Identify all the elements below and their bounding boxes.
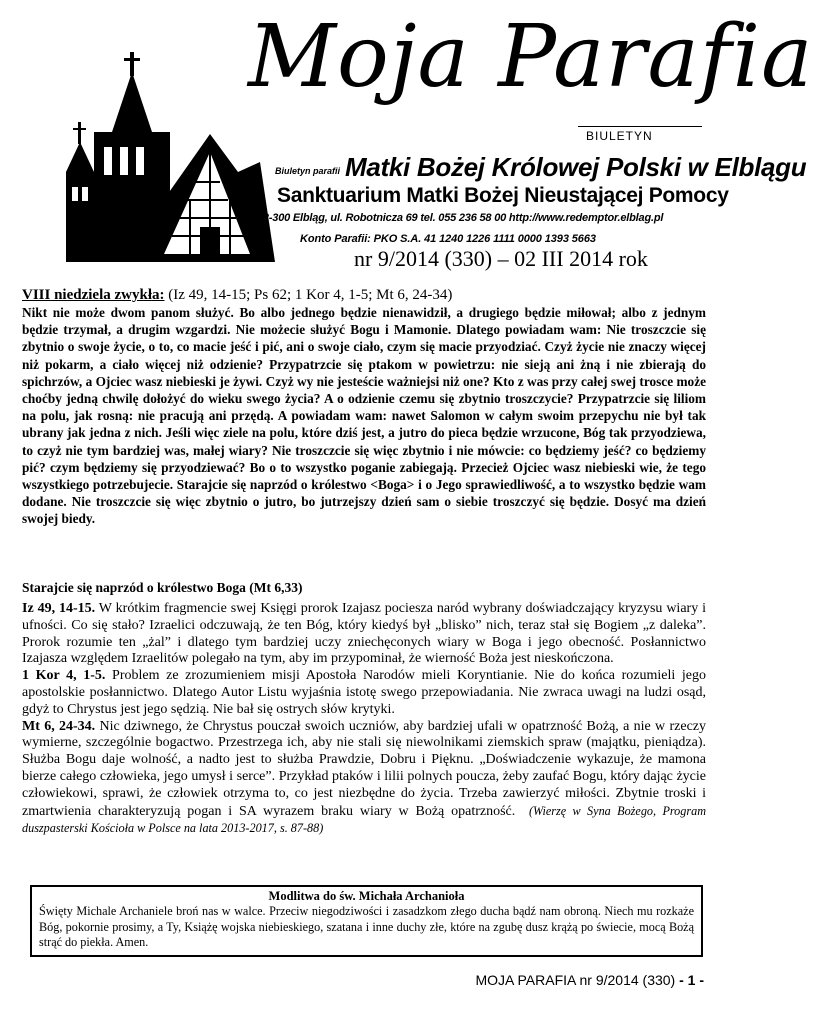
reflection-paragraph [22,601,706,668]
prayer-text: Święty Michale Archaniele broń nas w walce. Przeciw niegodziwości i zasadzkom złego ducha bądź nam obroną. Niech mu rozkaże Bóg, pokornie prosimy, a Ty, Książę wojska niebieskiego, szatana i inne duchy złe, które na zgubę dusz krążą po świecie, mocą Bożą strąć do piekła. Amen. [39,904,694,949]
footer-label: MOJA PARAFIA nr 9/2014 (330) [475,972,676,988]
parish-address: 82-300 Elbląg, ul. Robotnicza 69 tel. 055 236 58 00 http://www.redemptor.elblag.pl [257,212,664,224]
reflection-paragraph [22,668,706,718]
gospel-text: Nikt nie może dwom panom służyć. Bo albo jednego będzie nienawidził, a drugiego będzie miłował; albo z jednym będzie trzymał, a drugim wzgardzi. Nie możecie służyć Bogu i Mamonie. Dlatego powiadam wam: Nie troszczcie się zbytnio o swoje życie, o to, co macie jeść i pić, ani o swoje ciało, czym się macie przyodziać. Czyż życie nie znaczy więcej niż pokarm, a ciało więcej niż odzienie? Przypatrzcie się ptakom w powietrzu: nie sieją ani żną i nie zbierają do spichrzów, a Ojciec wasz niebieski je żywi. Czyż wy nie jesteście ważniejsi niż one? Kto z was przy całej swej trosce może choćby jedną chwilę dołożyć do wieku swego życia? A o odzienie czemu się zbytnio troszczycie? Przypatrzcie się liliom na polu, jak rosną: nie pracują ani przędą. A powiadam wam: nawet Salomon w całym swoim przepychu nie był tak ubrany jak jedna z nich. Jeśli więc ziele na polu, które dziś jest, a jutro do pieca będzie wrzucone, Bóg tak przyodziewa, to czyż nie tym bardziej was, małej wiary? Nie troszczcie się więc zbytnio i nie mówcie: co będziemy jeść? co będziemy pić? czym będziemy się przyodziewać? Bo o to wszystko poganie zabiegają. Przecież Ojciec wasz niebieski wie, że tego wszystkiego potrzebujecie. Starajcie się naprzód o królestwo <Boga> i o Jego sprawiedliwość, a to wszystko będzie wam dodane. Nie troszczcie się więc zbytnio o jutro, bo jutrzejszy dzień sam o siebie troszczyć się będzie. Dosyć ma dzień swojej biedy. [22,305,706,527]
reflection-title: Starajcie się naprzód o królestwo Boga (Mt 6,33) [22,580,303,595]
reflection-ref: 1 Kor 4, 1-5. [22,668,106,684]
sanctuary-name: Sanktuarium Matki Bożej Nieustającej Pomocy [277,184,729,207]
church-illustration [60,22,275,262]
prayer-title: Modlitwa do św. Michała Archanioła [268,889,465,903]
reflection-text: W krótkim fragmencie swej Księgi prorok Izajasz pociesza naród wybrany doświadczający kryzysu wiary i ufności. Co się stało? Izraelici odczuwają, że ten Bóg, który kiedyś był „blisko” nich, teraz stał się Bogiem „z daleka”. Prorok rozumie ten „żal” i dlatego tym bardziej uczy zniechęconych wiary w Boga i jego obecność. Posłannictwo Izajasza względem Izraelitów polegało na tym, aby im przypominał, że wierność Boża jest nieskończona. [22,601,706,667]
reflection-ref: Mt 6, 24-34. [22,718,96,734]
masthead-rule [578,126,702,127]
reflection-body [22,601,706,838]
reflection-text: Nic dziwnego, że Chrystus pouczał swoich uczniów, aby bardziej ufali w opatrzność Bożą, a nie w rzeczy wymierne, szczególnie bogactwo. Przestrzega ich, aby nie stali się niewolnikami ziemskich spraw (majątku, pieniądza). Służba Bogu daje wolność, a nadto jest to służba Prawdzie, Dobru i Pięknu. „Doświadczenie wykazuje, że mamona bierze całego człowieka, jego umysł i serce”. Przykład ptaków i lilii polnych poucza, żeby zaufać Bogu, który dając życie człowiekowi, sprawi, że człowiek otrzyma to, co jest niezbędne do życia. Trzeba zawierzyć miłości. Zbytnie troski i zmartwienia charakteryzują pogan i SA wyrazem braku wiary w Bożą opatrzność. [22,718,706,819]
gospel-heading [22,287,452,304]
reflection-ref: Iz 49, 14-15. [22,601,96,616]
prayer-box [30,885,703,957]
reflection-source: (Wierzę w Syna Bożego, Program duszpasterski Kościoła w Polsce na lata 2013-2017, s. 87-88) [22,803,707,836]
scripture-references: (Iz 49, 14-15; Ps 62; 1 Kor 4, 1-5; Mt 6, 24-34) [164,287,453,303]
parish-name: Matki Bożej Królowej Polski w Elblągu [345,152,807,182]
sunday-title: VIII niedziela zwykła: [22,287,165,303]
issue-number: nr 9/2014 (330) – 02 III 2014 rok [354,246,648,271]
reflection-paragraph [22,719,706,839]
page-footer [476,972,705,988]
bank-account: Konto Parafii: PKO S.A. 41 1240 1226 1111 0000 1393 5663 [300,233,596,245]
page-number: - 1 - [675,972,704,988]
biuletyn-label: BIULETYN [586,129,653,143]
reflection-text: Problem ze zrozumieniem misji Apostoła Narodów mieli Koryntianie. Nie do końca rozumieli jego apostolskie posłannictwo. Dlatego Autor Listu wyjaśnia istotę swego przepowiadania. Nie zwraca uwagi na ludzi osąd, gdyż to Chrystus jest jego sędzią. Nie bał się ostrych słów krytyki. [22,668,706,717]
parish-label: Biuletyn parafii [275,166,341,176]
masthead-title: Moja Parafia [248,7,813,107]
